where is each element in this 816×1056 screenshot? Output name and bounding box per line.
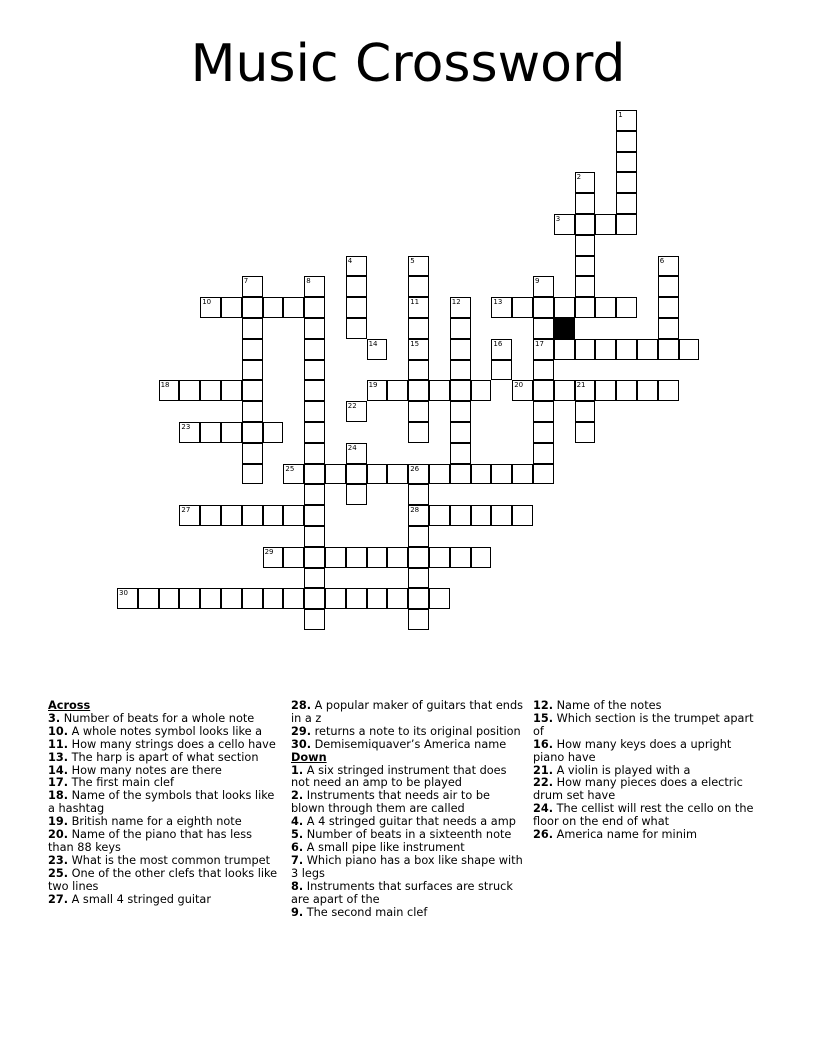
clue-text: The cellist will rest the cello on the floor on the end of what [533,802,754,829]
clue-number: 30. [291,737,312,751]
clue-text: The first main clef [71,776,174,790]
crossword-cell[interactable] [491,297,512,318]
crossword-cell[interactable] [429,505,450,526]
crossword-cell[interactable] [304,339,325,360]
crossword-cell[interactable] [367,464,388,485]
crossword-cell[interactable] [304,588,325,609]
clue-text: How many pieces does a electric drum set have [533,776,743,803]
crossword-cell[interactable] [658,339,679,360]
crossword-cell[interactable] [450,443,471,464]
cell-number: 12 [451,298,461,307]
crossword-cell[interactable] [242,339,263,360]
cell-number: 17 [535,339,544,348]
crossword-cell[interactable] [304,526,325,547]
crossword-cell[interactable] [263,588,284,609]
cell-number: 1 [618,111,623,119]
crossword-cell[interactable] [387,464,408,485]
down-clue [533,829,765,842]
crossword-cell[interactable] [408,505,429,526]
crossword-cell[interactable] [325,588,346,609]
crossword-cell[interactable] [408,297,429,318]
crossword-cell[interactable] [367,380,388,401]
crossword-cell[interactable] [283,464,304,485]
crossword-cell[interactable] [554,339,575,360]
crossword-cell[interactable] [616,172,637,193]
crossword-cell[interactable] [221,297,242,318]
crossword-cell[interactable] [491,505,512,526]
crossword-cell[interactable] [304,464,325,485]
crossword-cell[interactable] [616,193,637,214]
crossword-cell[interactable] [575,172,596,193]
crossword-cell[interactable] [616,339,637,360]
clue-number: 12. [533,699,554,712]
down-clue [291,855,523,881]
crossword-cell[interactable] [263,505,284,526]
cell-number: 10 [202,298,212,307]
clue-text: A small pipe like instrument [306,840,465,854]
across-clue [291,739,523,752]
crossword-cell[interactable] [325,464,346,485]
crossword-cell[interactable] [429,547,450,568]
crossword-cell[interactable] [450,339,471,360]
crossword-cell[interactable] [471,505,492,526]
crossword-cell[interactable] [533,339,554,360]
crossword-cell[interactable] [304,318,325,339]
clue-number: 10. [48,724,69,738]
clues-column-1 [48,700,280,907]
clue-number: 23. [48,853,69,867]
cell-number: 19 [368,381,378,390]
crossword-cell[interactable] [554,297,575,318]
clue-number: 2. [291,789,304,803]
crossword-cell[interactable] [575,380,596,401]
crossword-cell[interactable] [450,360,471,381]
cell-number: 2 [576,173,582,182]
cell-number: 29 [264,547,274,556]
down-clue [533,803,765,829]
crossword-cell[interactable] [491,339,512,360]
clue-text: Number of beats for a whole note [63,711,255,725]
down-heading: Down [291,750,327,764]
crossword-black-square [554,318,575,339]
crossword-cell[interactable] [616,131,637,152]
clue-text: The harp is apart of what section [71,750,259,764]
crossword-cell[interactable] [304,484,325,505]
cell-number: 22 [347,402,357,411]
clue-text: The second main clef [306,905,428,919]
crossword-cell[interactable] [346,256,367,277]
clue-number: 18. [48,789,69,803]
clue-text: America name for minim [556,828,697,842]
crossword-cell[interactable] [346,588,367,609]
crossword-cell[interactable] [408,484,429,505]
clue-text: Instruments that needs air to be blown through them are called [291,789,490,816]
crossword-cell[interactable] [491,360,512,381]
clue-text: How many keys does a upright piano have [533,737,732,764]
clue-text: Instruments that surfaces are struck are apart of the [291,879,513,906]
clue-number: 4. [291,815,304,829]
crossword-cell[interactable] [575,235,596,256]
crossword-cell[interactable] [242,401,263,422]
cell-number: 9 [535,277,540,286]
crossword-cell[interactable] [200,588,221,609]
down-clue [533,713,765,739]
crossword-cell[interactable] [408,526,429,547]
down-clue [291,790,523,816]
crossword-cell[interactable] [242,318,263,339]
crossword-cell[interactable] [450,464,471,485]
clue-number: 20. [48,828,69,842]
crossword-cell[interactable] [346,318,367,339]
crossword-cell[interactable] [575,214,596,235]
crossword-cell[interactable] [450,318,471,339]
clue-number: 24. [533,802,554,816]
crossword-cell[interactable] [450,547,471,568]
clue-number: 28. [291,699,312,712]
crossword-cell[interactable] [575,193,596,214]
crossword-cell[interactable] [346,297,367,318]
crossword-cell[interactable] [595,380,616,401]
clue-number: 29. [291,724,312,738]
crossword-cell[interactable] [533,422,554,443]
crossword-cell[interactable] [367,588,388,609]
across-clue [48,868,280,894]
cell-number: 21 [576,381,586,390]
crossword-cell[interactable] [512,297,533,318]
crossword-cell[interactable] [346,401,367,422]
crossword-cell[interactable] [658,276,679,297]
crossword-cell[interactable] [533,380,554,401]
crossword-cell[interactable] [408,401,429,422]
clue-text: Name of the piano that has less than 88 keys [48,828,252,854]
crossword-cell[interactable] [242,276,263,297]
clue-text: How many strings does a cello have [71,737,276,751]
crossword-cell[interactable] [533,401,554,422]
clue-text: Name of the notes [556,699,662,712]
crossword-cell[interactable] [346,464,367,485]
crossword-cell[interactable] [595,339,616,360]
crossword-cell[interactable] [450,401,471,422]
cell-number: 25 [285,464,295,473]
clue-number: 19. [48,815,69,829]
crossword-cell[interactable] [242,443,263,464]
cell-number: 8 [306,277,311,286]
cell-number: 30 [119,589,128,598]
clue-number: 6. [291,840,304,854]
cell-number: 15 [410,339,420,348]
crossword-cell[interactable] [533,297,554,318]
crossword-cell[interactable] [637,339,658,360]
clue-text: What is the most common trumpet [71,853,271,867]
cell-number: 6 [659,256,665,265]
clue-text: Demisemiquaver’s America name [314,737,507,751]
crossword-cell[interactable] [575,256,596,277]
crossword-cell[interactable] [408,276,429,297]
clue-text: Which piano has a box like shape with 3 legs [291,853,523,880]
crossword-cell[interactable] [429,380,450,401]
crossword-cell[interactable] [283,547,304,568]
crossword-cell[interactable] [554,214,575,235]
crossword-cell[interactable] [304,276,325,297]
crossword-cell[interactable] [408,256,429,277]
crossword-cell[interactable] [575,297,596,318]
down-clue [291,907,523,920]
crossword-cell[interactable] [616,110,637,131]
crossword-cell[interactable] [159,588,180,609]
crossword-cell[interactable] [408,339,429,360]
clue-number: 3. [48,711,61,725]
across-clue [48,829,280,855]
crossword-cell[interactable] [346,276,367,297]
crossword-cell[interactable] [533,360,554,381]
crossword-cell[interactable] [616,380,637,401]
crossword-cell[interactable] [304,297,325,318]
crossword-cell[interactable] [408,588,429,609]
across-clue [48,790,280,816]
down-clue [291,881,523,907]
clue-text: returns a note to its original position [314,724,521,738]
crossword-cell[interactable] [533,443,554,464]
clues-column-3 [533,700,765,842]
clue-text: How many notes are there [71,763,222,777]
crossword-cell[interactable] [304,568,325,589]
clue-number: 25. [48,866,69,880]
clue-text: A violin is played with a [556,763,691,777]
crossword-cell[interactable] [658,256,679,277]
clue-text: A small 4 stringed guitar [71,892,211,906]
clue-text: British name for a eighth note [71,815,242,829]
crossword-cell[interactable] [512,505,533,526]
crossword-cell[interactable] [221,588,242,609]
crossword-cell[interactable] [616,152,637,173]
across-heading: Across [48,699,91,712]
across-clue [291,700,523,726]
clues-column-2 [291,700,523,919]
cell-number: 7 [243,277,249,286]
clue-text: A whole notes symbol looks like a [71,724,263,738]
clue-number: 17. [48,776,69,790]
crossword-cell[interactable] [200,380,221,401]
crossword-cell[interactable] [471,380,492,401]
crossword-cell[interactable] [242,422,263,443]
cell-number: 24 [347,443,357,452]
crossword-cell[interactable] [221,380,242,401]
crossword-cell[interactable] [242,505,263,526]
down-clue [291,765,523,791]
clue-number: 7. [291,853,304,867]
cell-number: 28 [410,506,420,515]
crossword-cell[interactable] [117,588,138,609]
clue-number: 26. [533,828,554,842]
crossword-cell[interactable] [679,339,700,360]
clue-number: 8. [291,879,304,893]
crossword-cell[interactable] [346,443,367,464]
crossword-cell[interactable] [242,464,263,485]
clue-number: 16. [533,737,554,751]
crossword-cell[interactable] [408,360,429,381]
crossword-cell[interactable] [533,464,554,485]
crossword-cell[interactable] [263,547,284,568]
crossword-cell[interactable] [242,588,263,609]
crossword-cell[interactable] [554,380,575,401]
crossword-cell[interactable] [179,422,200,443]
cell-number: 23 [181,423,191,431]
crossword-cell[interactable] [616,297,637,318]
crossword-cell[interactable] [429,464,450,485]
crossword-cell[interactable] [200,422,221,443]
crossword-cell[interactable] [408,422,429,443]
clue-number: 9. [291,905,304,919]
crossword-cell[interactable] [304,380,325,401]
crossword-cell[interactable] [387,588,408,609]
crossword-cell[interactable] [450,297,471,318]
cell-number: 4 [347,256,353,265]
crossword-cell[interactable] [575,339,596,360]
clue-text: A six stringed instrument that does not need an amp to be played [291,763,507,790]
crossword-cell[interactable] [637,380,658,401]
crossword-cell[interactable] [367,339,388,360]
crossword-cell[interactable] [304,443,325,464]
clue-number: 21. [533,763,554,777]
crossword-cell[interactable] [658,318,679,339]
clue-number: 15. [533,711,554,725]
down-clue [533,777,765,803]
crossword-cell[interactable] [283,505,304,526]
crossword-cell[interactable] [304,360,325,381]
crossword-cell[interactable] [658,380,679,401]
crossword-cell[interactable] [242,360,263,381]
crossword-cell[interactable] [346,484,367,505]
crossword-cell[interactable] [242,297,263,318]
crossword-cell[interactable] [387,547,408,568]
cell-number: 26 [410,464,420,473]
crossword-cell[interactable] [408,568,429,589]
crossword-cell[interactable] [325,547,346,568]
crossword-cell[interactable] [200,505,221,526]
crossword-cell[interactable] [159,380,180,401]
crossword-cell[interactable] [263,297,284,318]
crossword-cell[interactable] [408,380,429,401]
crossword-cell[interactable] [138,588,159,609]
clue-number: 11. [48,737,69,751]
crossword-cell[interactable] [408,318,429,339]
clue-number: 14. [48,763,69,777]
cell-number: 16 [493,339,503,348]
cell-number: 5 [410,256,415,265]
crossword-cell[interactable] [408,464,429,485]
crossword-cell[interactable] [221,422,242,443]
clue-number: 1. [291,763,304,777]
crossword-cell[interactable] [491,464,512,485]
crossword-cell[interactable] [533,276,554,297]
crossword-cell[interactable] [283,588,304,609]
clue-text: A 4 stringed guitar that needs a amp [306,815,516,829]
crossword-cell[interactable] [533,318,554,339]
crossword-cell[interactable] [450,505,471,526]
crossword-cell[interactable] [304,547,325,568]
crossword-cell[interactable] [450,380,471,401]
clue-number: 13. [48,750,69,764]
crossword-cell[interactable] [512,464,533,485]
crossword-cell[interactable] [408,547,429,568]
crossword-cell[interactable] [304,422,325,443]
crossword-cell[interactable] [616,214,637,235]
cell-number: 27 [181,506,191,515]
down-clue [533,739,765,765]
cell-number: 11 [410,298,420,307]
cell-number: 13 [493,298,503,307]
across-clue [48,894,280,907]
cell-number: 20 [514,381,524,390]
crossword-cell[interactable] [179,505,200,526]
cell-number: 14 [368,339,378,348]
cell-number: 3 [555,215,561,223]
crossword-cell[interactable] [595,214,616,235]
clue-text: A popular maker of guitars that ends in a z [291,699,524,725]
crossword-cell[interactable] [179,588,200,609]
clue-number: 5. [291,828,304,842]
crossword-cell[interactable] [575,422,596,443]
crossword-cell[interactable] [575,276,596,297]
clue-text: One of the other clefs that looks like two lines [48,866,278,893]
crossword-cell[interactable] [512,380,533,401]
crossword-cell[interactable] [200,297,221,318]
crossword-cell[interactable] [346,547,367,568]
clue-text: Which section is the trumpet apart of [533,711,754,738]
page-title: Music Crossword [190,34,626,94]
clue-text: Name of the symbols that looks like a hashtag [48,789,275,816]
clue-number: 27. [48,892,69,906]
crossword-cell[interactable] [387,380,408,401]
crossword-cell[interactable] [658,297,679,318]
crossword-cell[interactable] [263,422,284,443]
crossword-cell[interactable] [304,505,325,526]
cell-number: 18 [160,381,170,390]
crossword-cell[interactable] [408,609,429,630]
clue-number: 22. [533,776,554,790]
crossword-cell[interactable] [450,422,471,443]
crossword-cell[interactable] [471,547,492,568]
crossword-cell[interactable] [575,401,596,422]
crossword-cell[interactable] [179,380,200,401]
crossword-cell[interactable] [304,609,325,630]
crossword-cell[interactable] [221,505,242,526]
crossword-cell[interactable] [595,297,616,318]
clue-text: Number of beats in a sixteenth note [306,828,512,842]
crossword-cell[interactable] [304,401,325,422]
crossword-cell[interactable] [367,547,388,568]
crossword-cell[interactable] [283,297,304,318]
crossword-cell[interactable] [242,380,263,401]
crossword-cell[interactable] [471,464,492,485]
crossword-cell[interactable] [429,588,450,609]
